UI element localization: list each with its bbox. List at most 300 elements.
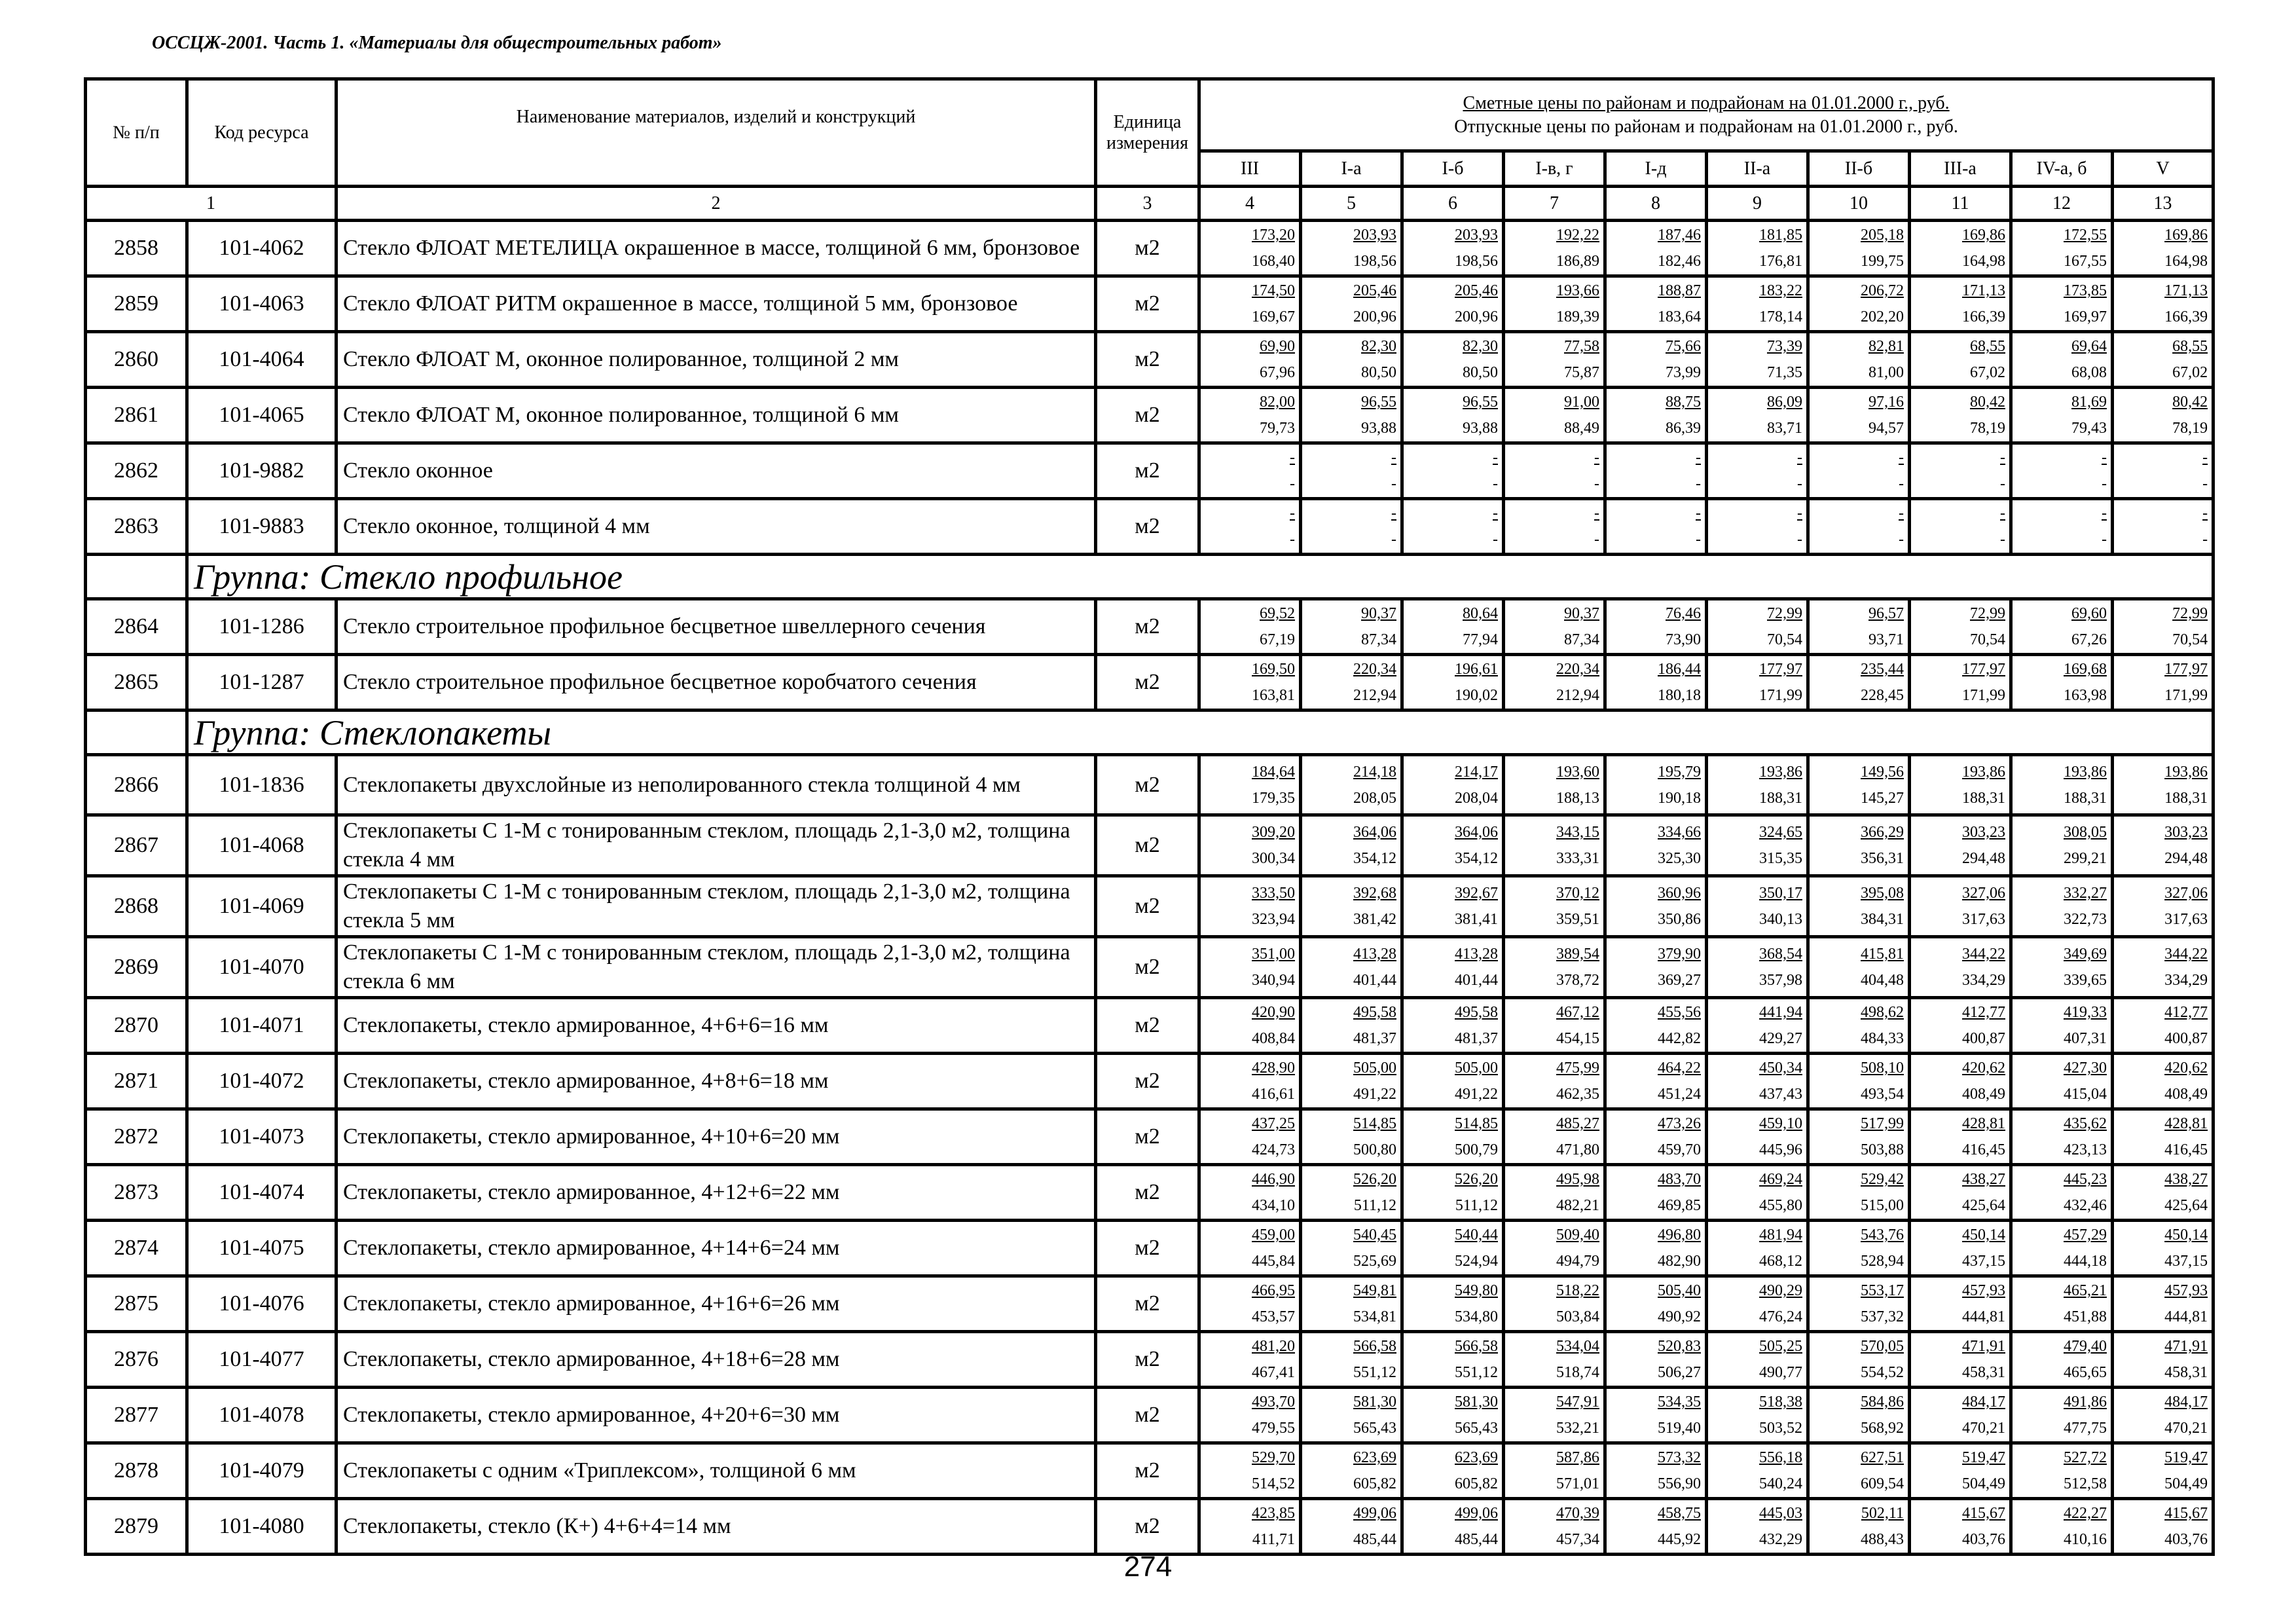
resource-code: 101-4068 (187, 815, 337, 876)
release-price: 70,54 (2172, 631, 2208, 648)
release-price: 176,81 (1759, 253, 1802, 270)
group-title: Группа: Стекло профильное (187, 555, 2214, 599)
release-price: 444,81 (1962, 1308, 2005, 1325)
estimate-price: 534,04 (1556, 1338, 1599, 1355)
price-cell (1707, 876, 1808, 937)
estimate-price: 193,86 (1962, 763, 2005, 781)
price-cell (2113, 1388, 2214, 1443)
price-cell (2113, 221, 2214, 276)
price-cell (1402, 937, 1504, 998)
release-price: 506,27 (1658, 1364, 1701, 1381)
header-col-number: 13 (2113, 187, 2214, 221)
header-code: Код ресурса (187, 79, 337, 187)
release-price: 400,87 (1962, 1030, 2005, 1047)
release-price: 482,90 (1658, 1253, 1701, 1270)
price-cell (2011, 1054, 2113, 1109)
estimate-price: 508,10 (1861, 1060, 1904, 1077)
resource-code: 101-1287 (187, 655, 337, 710)
estimate-price: 517,99 (1861, 1115, 1904, 1132)
estimate-price: 540,44 (1455, 1227, 1498, 1244)
price-cell (1402, 755, 1504, 815)
row-number: 2879 (86, 1499, 187, 1555)
price-cell (2113, 937, 2214, 998)
group-title: Группа: Стеклопакеты (187, 710, 2214, 755)
release-price: 485,44 (1455, 1531, 1498, 1548)
price-cell (1808, 1443, 1910, 1499)
estimate-price: 499,06 (1455, 1505, 1498, 1522)
release-price: 445,96 (1759, 1141, 1802, 1158)
row-number: 2860 (86, 332, 187, 388)
release-price: 340,13 (1759, 911, 1802, 928)
release-price: 403,76 (2164, 1531, 2208, 1548)
estimate-price: 526,20 (1455, 1171, 1498, 1188)
header-region: III (1199, 151, 1301, 187)
estimate-price: 68,55 (2172, 338, 2208, 355)
price-cell (1504, 655, 1605, 710)
release-price: 457,34 (1556, 1531, 1599, 1548)
release-price: 437,43 (1759, 1086, 1802, 1103)
price-cell (1504, 499, 1605, 555)
release-price: 359,51 (1556, 911, 1599, 928)
price-cell (1910, 276, 2011, 332)
price-cell (2113, 388, 2214, 443)
price-cell (2113, 755, 2214, 815)
release-price: 540,24 (1759, 1475, 1802, 1492)
resource-code: 101-4065 (187, 388, 337, 443)
estimate-price: 467,12 (1556, 1004, 1599, 1021)
table-row (86, 998, 2214, 1054)
price-cell (1910, 1165, 2011, 1221)
estimate-price: 88,75 (1666, 394, 1701, 411)
page-number: 274 (1123, 1551, 1173, 1583)
price-cell (1199, 1221, 1301, 1276)
unit: м2 (1096, 1443, 1199, 1499)
row-number: 2866 (86, 755, 187, 815)
price-cell (2113, 499, 2214, 555)
estimate-price: 96,57 (1868, 605, 1904, 622)
header-prices-estimate: Сметные цены по районам и подрайонам на 01.01.2000 г., руб. (1463, 92, 1950, 113)
estimate-price: 364,06 (1353, 824, 1396, 841)
price-cell (1808, 1388, 1910, 1443)
price-cell (1605, 755, 1707, 815)
estimate-price: 518,38 (1759, 1393, 1802, 1411)
estimate-price: 235,44 (1861, 661, 1904, 678)
estimate-price: 184,64 (1252, 763, 1295, 781)
table-row (86, 815, 2214, 876)
release-price: 208,05 (1353, 789, 1396, 807)
release-price: 445,92 (1658, 1531, 1701, 1548)
estimate-price: 587,86 (1556, 1449, 1599, 1466)
estimate-price: 69,90 (1260, 338, 1295, 355)
estimate-price: 514,85 (1353, 1115, 1396, 1132)
release-price: 73,99 (1666, 364, 1701, 381)
release-price: 411,71 (1252, 1531, 1295, 1548)
estimate-price: 327,06 (1962, 885, 2005, 902)
price-cell (1301, 1165, 1402, 1221)
release-price: 432,46 (2064, 1197, 2107, 1214)
price-cell (1402, 1499, 1504, 1555)
release-price: 437,15 (2164, 1253, 2208, 1270)
table-row (86, 221, 2214, 276)
estimate-price: 188,87 (1658, 282, 1701, 299)
price-cell (1301, 755, 1402, 815)
price-cell (1504, 1499, 1605, 1555)
estimate-price: 466,95 (1252, 1282, 1295, 1299)
estimate-price: 174,50 (1252, 282, 1295, 299)
table-row (86, 1165, 2214, 1221)
release-price: 182,46 (1658, 253, 1701, 270)
estimate-price: - (1391, 505, 1396, 522)
table-row (86, 1221, 2214, 1276)
release-price: 164,98 (1962, 253, 2005, 270)
estimate-price: 360,96 (1658, 885, 1701, 902)
table-row (86, 937, 2214, 998)
price-cell (1910, 499, 2011, 555)
price-cell (1301, 655, 1402, 710)
estimate-price: 471,91 (1962, 1338, 2005, 1355)
row-number: 2859 (86, 276, 187, 332)
estimate-price: 473,26 (1658, 1115, 1701, 1132)
release-price: 488,43 (1861, 1531, 1904, 1548)
estimate-price: 527,72 (2064, 1449, 2107, 1466)
release-price: 408,49 (2164, 1086, 2208, 1103)
estimate-price: 389,54 (1556, 946, 1599, 963)
price-cell (1402, 1109, 1504, 1165)
price-cell (1808, 1499, 1910, 1555)
release-price: 381,42 (1353, 911, 1396, 928)
price-cell (2113, 332, 2214, 388)
price-cell (2011, 1388, 2113, 1443)
resource-code: 101-4071 (187, 998, 337, 1054)
estimate-price: 203,93 (1455, 227, 1498, 244)
estimate-price: 366,29 (1861, 824, 1904, 841)
price-cell (1199, 1054, 1301, 1109)
estimate-price: 395,08 (1861, 885, 1904, 902)
estimate-price: 308,05 (2064, 824, 2107, 841)
release-price: 79,43 (2071, 420, 2107, 437)
price-cell (1199, 998, 1301, 1054)
row-number: 2878 (86, 1443, 187, 1499)
estimate-price: 464,22 (1658, 1060, 1701, 1077)
unit: м2 (1096, 1165, 1199, 1221)
estimate-price: 82,30 (1463, 338, 1498, 355)
estimate-price: 423,85 (1252, 1505, 1295, 1522)
release-price: 381,41 (1455, 911, 1498, 928)
material-name: Стекло ФЛОАТ М, оконное полированное, толщиной 6 мм (337, 388, 1096, 443)
price-cell (1910, 332, 2011, 388)
estimate-price: 173,85 (2064, 282, 2107, 299)
price-cell (1504, 1276, 1605, 1332)
release-price: 484,33 (1861, 1030, 1904, 1047)
price-cell (1808, 599, 1910, 655)
price-cell (1301, 221, 1402, 276)
release-price: 75,87 (1564, 364, 1599, 381)
release-price: 400,87 (2164, 1030, 2208, 1047)
price-cell (1199, 876, 1301, 937)
estimate-price: 82,00 (1260, 394, 1295, 411)
price-cell (1707, 1443, 1808, 1499)
estimate-price: 470,39 (1556, 1505, 1599, 1522)
estimate-price: 344,22 (1962, 946, 2005, 963)
release-price: 163,98 (2064, 687, 2107, 704)
row-number: 2858 (86, 221, 187, 276)
price-cell (1605, 276, 1707, 332)
price-cell (2113, 1054, 2214, 1109)
estimate-price: 459,10 (1759, 1115, 1802, 1132)
release-price: 212,94 (1556, 687, 1599, 704)
release-price: 163,81 (1252, 687, 1295, 704)
estimate-price: 196,61 (1455, 661, 1498, 678)
estimate-price: 344,22 (2164, 946, 2208, 963)
resource-code: 101-4080 (187, 1499, 337, 1555)
estimate-price: - (1696, 449, 1701, 466)
estimate-price: 450,14 (2164, 1227, 2208, 1244)
price-cell (1402, 1276, 1504, 1332)
estimate-price: 370,12 (1556, 885, 1599, 902)
price-cell (2011, 443, 2113, 499)
estimate-price: 490,29 (1759, 1282, 1802, 1299)
release-price: 294,48 (1962, 850, 2005, 867)
resource-code: 101-9883 (187, 499, 337, 555)
release-price: 416,45 (1962, 1141, 2005, 1158)
estimate-price: 327,06 (2164, 885, 2208, 902)
estimate-price: 205,46 (1353, 282, 1396, 299)
estimate-price: 420,90 (1252, 1004, 1295, 1021)
price-cell (1605, 1221, 1707, 1276)
estimate-price: 627,51 (1861, 1449, 1904, 1466)
estimate-price: - (1797, 449, 1802, 466)
estimate-price: 69,60 (2071, 605, 2107, 622)
release-price: 179,35 (1252, 789, 1295, 807)
release-price: - (1899, 531, 1904, 548)
release-price: 166,39 (2164, 308, 2208, 325)
release-price: 188,31 (2164, 789, 2208, 807)
resource-code: 101-4077 (187, 1332, 337, 1388)
release-price: 378,72 (1556, 972, 1599, 989)
price-cell (1301, 1332, 1402, 1388)
release-price: 212,94 (1353, 687, 1396, 704)
estimate-price: 483,70 (1658, 1171, 1701, 1188)
table-row (86, 443, 2214, 499)
price-cell (1808, 937, 1910, 998)
release-price: 565,43 (1353, 1420, 1396, 1437)
release-price: 500,80 (1353, 1141, 1396, 1158)
price-cell (1605, 599, 1707, 655)
price-cell (1707, 755, 1808, 815)
unit: м2 (1096, 1109, 1199, 1165)
estimate-price: 72,99 (2172, 605, 2208, 622)
price-cell (1301, 1276, 1402, 1332)
price-cell (1199, 655, 1301, 710)
estimate-price: 169,86 (2164, 227, 2208, 244)
estimate-price: 469,24 (1759, 1171, 1802, 1188)
price-cell (1504, 1109, 1605, 1165)
price-cell (1808, 998, 1910, 1054)
release-price: - (1696, 531, 1701, 548)
resource-code: 101-4063 (187, 276, 337, 332)
release-price: - (1493, 475, 1498, 492)
release-price: 471,80 (1556, 1141, 1599, 1158)
estimate-price: 455,56 (1658, 1004, 1701, 1021)
table-row (86, 1388, 2214, 1443)
table-row (86, 276, 2214, 332)
price-cell (1402, 221, 1504, 276)
estimate-price: 518,22 (1556, 1282, 1599, 1299)
estimate-price: 177,97 (2164, 661, 2208, 678)
price-cell (1707, 332, 1808, 388)
price-cell (1910, 1054, 2011, 1109)
price-cell (1605, 1109, 1707, 1165)
estimate-price: - (2102, 449, 2107, 466)
release-price: 356,31 (1861, 850, 1904, 867)
resource-code: 101-4062 (187, 221, 337, 276)
price-cell (1402, 1165, 1504, 1221)
release-price: 554,52 (1861, 1364, 1904, 1381)
material-name: Стекло ФЛОАТ М, оконное полированное, толщиной 2 мм (337, 332, 1096, 388)
release-price: 73,90 (1666, 631, 1701, 648)
document-header: ОССЦЖ-2001. Часть 1. «Материалы для общестроительных работ» (152, 33, 722, 53)
material-name: Стеклопакеты, стекло армированное, 4+18+6=28 мм (337, 1332, 1096, 1388)
release-price: 87,34 (1564, 631, 1599, 648)
price-cell (2011, 221, 2113, 276)
unit: м2 (1096, 1332, 1199, 1388)
release-price: 67,96 (1260, 364, 1295, 381)
price-cell (1199, 599, 1301, 655)
price-cell (1910, 876, 2011, 937)
release-price: 79,73 (1260, 420, 1295, 437)
price-cell (1301, 815, 1402, 876)
price-cell (1199, 332, 1301, 388)
estimate-price: 72,99 (1970, 605, 2005, 622)
material-name: Стеклопакеты с одним «Триплексом», толщиной 6 мм (337, 1443, 1096, 1499)
price-cell (1199, 388, 1301, 443)
resource-code: 101-4064 (187, 332, 337, 388)
release-price: 491,22 (1455, 1086, 1498, 1103)
release-price: 202,20 (1861, 308, 1904, 325)
price-cell (1504, 937, 1605, 998)
estimate-price: 171,13 (2164, 282, 2208, 299)
table-row (86, 1332, 2214, 1388)
estimate-price: 415,67 (1962, 1505, 2005, 1522)
release-price: 171,99 (1759, 687, 1802, 704)
estimate-price: 69,52 (1260, 605, 1295, 622)
price-cell (1504, 388, 1605, 443)
row-number: 2876 (86, 1332, 187, 1388)
price-cell (1605, 1332, 1707, 1388)
price-cell (1199, 755, 1301, 815)
header-prices-release: Отпускные цены по районам и подрайонам на 01.01.2000 г., руб. (1454, 116, 1958, 137)
price-cell (1402, 599, 1504, 655)
price-cell (2011, 276, 2113, 332)
unit: м2 (1096, 221, 1199, 276)
price-cell (1808, 332, 1910, 388)
row-number: 2867 (86, 815, 187, 876)
release-price: 190,18 (1658, 789, 1701, 807)
header-col-number: 2 (337, 187, 1096, 221)
price-cell (2113, 443, 2214, 499)
estimate-price: - (1797, 505, 1802, 522)
release-price: 434,10 (1252, 1197, 1295, 1214)
estimate-price: - (1290, 505, 1295, 522)
estimate-price: 457,93 (1962, 1282, 2005, 1299)
estimate-price: 566,58 (1455, 1338, 1498, 1355)
release-price: 171,99 (1962, 687, 2005, 704)
price-cell (1199, 1388, 1301, 1443)
header-region: II-а (1707, 151, 1808, 187)
price-cell (1910, 655, 2011, 710)
price-cell (1301, 1388, 1402, 1443)
release-price: 482,21 (1556, 1197, 1599, 1214)
release-price: 325,30 (1658, 850, 1701, 867)
release-price: 500,79 (1455, 1141, 1498, 1158)
release-price: 534,81 (1353, 1308, 1396, 1325)
price-cell (1808, 1109, 1910, 1165)
release-price: 512,58 (2064, 1475, 2107, 1492)
estimate-price: 90,37 (1564, 605, 1599, 622)
estimate-price: 450,34 (1759, 1060, 1802, 1077)
price-cell (2011, 815, 2113, 876)
row-number: 2864 (86, 599, 187, 655)
release-price: 189,39 (1556, 308, 1599, 325)
release-price: 357,98 (1759, 972, 1802, 989)
price-cell (1910, 221, 2011, 276)
estimate-price: 324,65 (1759, 824, 1802, 841)
price-cell (1707, 1109, 1808, 1165)
price-cell (2011, 1109, 2113, 1165)
price-table (84, 77, 2215, 1556)
release-price: - (1696, 475, 1701, 492)
release-price: - (1493, 531, 1498, 548)
estimate-price: 581,30 (1353, 1393, 1396, 1411)
release-price: 164,98 (2164, 253, 2208, 270)
price-cell (2011, 1443, 2113, 1499)
estimate-price: 80,64 (1463, 605, 1498, 622)
unit: м2 (1096, 443, 1199, 499)
release-price: 481,37 (1455, 1030, 1498, 1047)
price-cell (1910, 1276, 2011, 1332)
material-name: Стекло строительное профильное бесцветное коробчатого сечения (337, 655, 1096, 710)
release-price: - (1594, 475, 1599, 492)
estimate-price: 82,81 (1868, 338, 1904, 355)
estimate-price: 485,27 (1556, 1115, 1599, 1132)
price-cell (1504, 1221, 1605, 1276)
table-row (86, 755, 2214, 815)
price-cell (1504, 1054, 1605, 1109)
release-price: 565,43 (1455, 1420, 1498, 1437)
table-row (86, 1054, 2214, 1109)
resource-code: 101-1836 (187, 755, 337, 815)
estimate-price: 495,58 (1455, 1004, 1498, 1021)
price-cell (1707, 599, 1808, 655)
release-price: 78,19 (1970, 420, 2005, 437)
release-price: 384,31 (1861, 911, 1904, 928)
estimate-price: 187,46 (1658, 227, 1701, 244)
group-row (86, 710, 2214, 755)
estimate-price: 526,20 (1353, 1171, 1396, 1188)
price-cell (1504, 1165, 1605, 1221)
estimate-price: 481,94 (1759, 1227, 1802, 1244)
unit: м2 (1096, 599, 1199, 655)
estimate-price: 540,45 (1353, 1227, 1396, 1244)
estimate-price: 349,69 (2064, 946, 2107, 963)
estimate-price: 392,67 (1455, 885, 1498, 902)
release-price: 470,21 (2164, 1420, 2208, 1437)
release-price: 408,84 (1252, 1030, 1295, 1047)
price-cell (1199, 443, 1301, 499)
estimate-price: 181,85 (1759, 227, 1802, 244)
table-row (86, 499, 2214, 555)
price-cell (1808, 1332, 1910, 1388)
